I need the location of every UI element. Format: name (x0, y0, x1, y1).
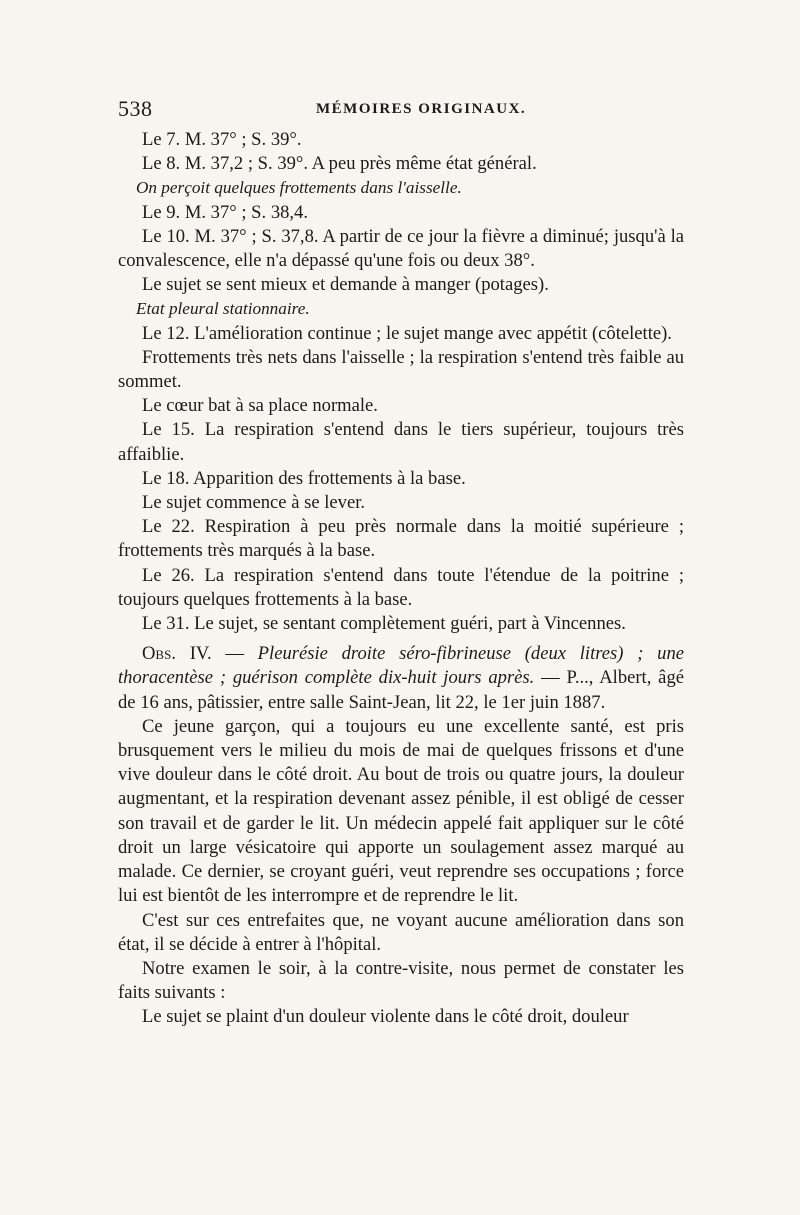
observation-label: Obs. IV. (142, 643, 212, 665)
paragraph: Le 15. La respiration s'entend dans le tiers supérieur, toujours très affaiblie. (118, 419, 684, 465)
observation-heading (118, 642, 684, 715)
paragraph: Le sujet commence à se lever. (142, 492, 366, 514)
page-number: 538 (118, 96, 153, 121)
paragraph: Le 10. M. 37° ; S. 37,8. A partir de ce jour la fièvre a diminué; jusqu'à la convalescence, elle n'a dépassé qu'une fois ou deux 38°. (118, 225, 684, 272)
italic-note: On perçoit quelques frottements dans l'aisselle. (136, 178, 462, 198)
paragraph: Le cœur bat à sa place normale. (142, 395, 378, 417)
paragraph: Le 8. M. 37,2 ; S. 39°. A peu près même état général. (142, 153, 537, 175)
paragraph: Le 26. La respiration s'entend dans toute l'étendue de la poitrine ; toujours quelques frottements à la base. (118, 564, 684, 610)
paragraph: Ce jeune garçon, qui a toujours eu une excellente santé, est pris brusquement vers le milieu du mois de mai de quelques frissons et d'une vive douleur dans le côté droit. Au bout de trois ou quatre jours, la douleur augmentant, et la respiration devenant assez pénible, il est obligé de cesser son travail et de garder le lit. Un médecin appelé fait appliquer sur le côté droit un large vésicatoire qui apporte un soulagement assez marqué au malade. Ce dernier, se croyant guéri, veut reprendre ses occupations ; force lui est bientôt de les interrompre et de reprendre le lit. (118, 715, 684, 907)
paragraph: C'est sur ces entrefaites que, ne voyant aucune amélioration dans son état, il se décide à entrer à l'hôpital. (118, 909, 684, 955)
paragraph: Le 22. Respiration à peu près normale dans la moitié supérieure ; frottements très marqués à la base. (118, 516, 684, 562)
paragraph: Frottements très nets dans l'aisselle ; la respiration s'entend très faible au sommet. (118, 346, 684, 393)
paragraph: Notre examen le soir, à la contre-visite, nous permet de constater les faits suivants : (118, 957, 684, 1004)
paragraph: Le 31. Le sujet, se sentant complètement guéri, part à Vincennes. (142, 613, 626, 635)
paragraph: Le 12. L'amélioration continue ; le sujet mange avec appétit (côtelette). (142, 322, 672, 344)
page-header (118, 96, 682, 126)
paragraph: Le 9. M. 37° ; S. 38,4. (142, 201, 309, 223)
observation-title: Pleurésie droite séro-fibrineuse (deux litres) ; une thoracentèse ; guérison complète dix-huit jours après. (118, 643, 684, 689)
paragraph: Le 7. M. 37° ; S. 39°. (142, 129, 302, 150)
page-body (118, 128, 684, 1030)
observation-dash: — (211, 643, 258, 665)
paragraph: Le 18. Apparition des frottements à la base. (142, 467, 466, 489)
paragraph: Le sujet se plaint d'un douleur violente dans le côté droit, douleur (142, 1006, 629, 1028)
italic-note: Etat pleural stationnaire. (136, 299, 310, 319)
observation-intro: — P..., Albert, âgé de 16 ans, pâtissier, entre salle Saint-Jean, lit 22, le 1er juin 1887. (118, 667, 684, 713)
running-title: MÉMOIRES ORIGINAUX. (316, 101, 527, 117)
paragraph: Le sujet se sent mieux et demande à manger (potages). (142, 274, 549, 296)
